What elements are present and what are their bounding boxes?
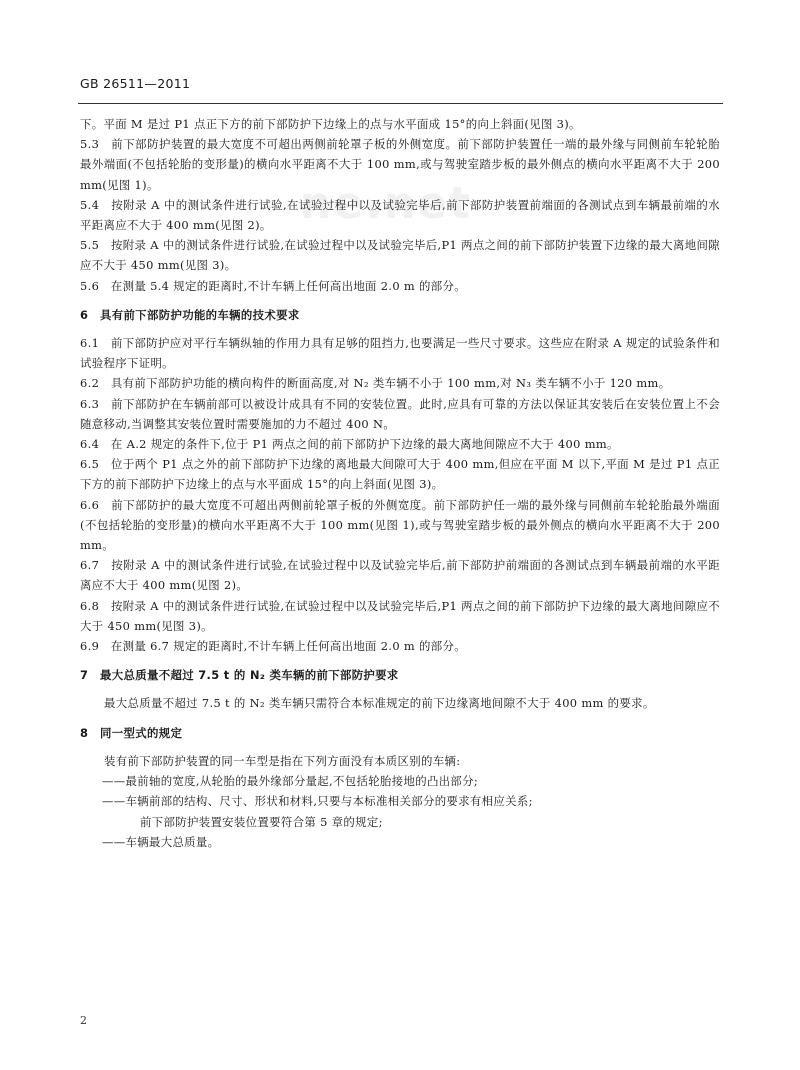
list-item: ——车辆最大总质量。: [102, 834, 220, 849]
paragraph-6-4: 6.4 在 A.2 规定的条件下,位于 P1 两点之间的前下部防护下边缘的最大离地间隙应不大于 400 mm。: [80, 437, 619, 452]
paragraph-8-intro: 装有前下部防护装置的同一车型是指在下列方面没有本质区别的车辆:: [104, 753, 461, 768]
section-7-heading: 7 最大总质量不超过 7.5 t 的 N₂ 类车辆的前下部防护要求: [80, 668, 399, 683]
paragraph-6-5: 6.5 位于两个 P1 点之外的前下部防护下边缘的离地最大间隙可大于 400 mm,但应在平面 M 以下,平面 M 是过 P1 点正下方的前下部防护下边缘上的点与水平面成 15°的向上斜面(见图 3)。: [80, 457, 720, 492]
header-rule: [78, 103, 723, 104]
paragraph-6-2: 6.2 具有前下部防护功能的横向构件的断面高度,对 N₂ 类车辆不小于 100 mm,对 N₃ 类车辆不小于 120 mm。: [80, 376, 671, 391]
document-body: [80, 114, 720, 852]
paragraph-7: 最大总质量不超过 7.5 t 的 N₂ 类车辆只需符合本标准规定的前下边缘离地间隙不大于 400 mm 的要求。: [104, 696, 655, 711]
standard-code-header: GB 26511—2011: [80, 76, 191, 91]
paragraph-6-3: 6.3 前下部防护在车辆前部可以被设计成具有不同的安装位置。此时,应具有可靠的方法以保证其安装后在安装位置上不会随意移动,当调整其安装位置时需要施加的力不超过 400 N。: [80, 396, 720, 431]
paragraph-5-6: 5.6 在测量 5.4 规定的距离时,不计车辆上任何高出地面 2.0 m 的部分。: [80, 278, 466, 293]
list-item: ——车辆前部的结构、尺寸、形状和材料,只要与本标准相关部分的要求有相应关系;: [102, 794, 533, 809]
paragraph-5-2-continued: 下。平面 M 是过 P1 点正下方的前下部防护下边缘上的点与水平面成 15°的向上斜面(见图 3)。: [80, 117, 581, 131]
page-number: 2: [80, 1014, 87, 1027]
section-6-heading: 6 具有前下部防护功能的车辆的技术要求: [80, 307, 300, 322]
watermark: ne.net: [300, 178, 473, 229]
paragraph-5-3: 5.3 前下部防护装置的最大宽度不可超出两侧前轮罩子板的外侧宽度。前下部防护装置任一端的最外缘与同侧前车轮轮胎最外端面(不包括轮胎的变形量)的横向水平距离不大于 100 mm,或与驾驶室踏步板的最外侧点的横向水平距离不大于 200 mm(见图 1)。: [80, 137, 720, 192]
paragraph-6-7: 6.7 按附录 A 中的测试条件进行试验,在试验过程中以及试验完毕后,前下部防护前端面的各测试点到车辆最前端的水平距离应不大于 400 mm(见图 2)。: [80, 558, 720, 593]
paragraph-6-1: 6.1 前下部防护应对平行车辆纵轴的作用力具有足够的阻挡力,也要满足一些尺寸要求。这些应在附录 A 规定的试验条件和试验程序下证明。: [80, 336, 720, 371]
paragraph-5-5: 5.5 按附录 A 中的测试条件进行试验,在试验过程中以及试验完毕后,P1 两点之间的前下部防护装置下边缘的最大离地间隙应不大于 450 mm(见图 3)。: [80, 238, 720, 273]
paragraph-6-9: 6.9 在测量 6.7 规定的距离时,不计车辆上任何高出地面 2.0 m 的部分。: [80, 639, 466, 654]
list-item: ——最前轴的宽度,从轮胎的最外缘部分量起,不包括轮胎接地的凸出部分;: [102, 774, 479, 789]
paragraph-6-6: 6.6 前下部防护的最大宽度不可超出两侧前轮罩子板的外侧宽度。前下部防护任一端的最外缘与同侧前车轮轮胎最外端面(不包括轮胎的变形量)的横向水平距离不大于 100 mm(见图 1),或与驾驶室踏步板的最外侧点的横向水平距离不大于 200 mm。: [80, 497, 720, 553]
section-8-heading: 8 同一型式的规定: [80, 725, 183, 740]
paragraph-5-4: 5.4 按附录 A 中的测试条件进行试验,在试验过程中以及试验完毕后,前下部防护装置前端面的各测试点到车辆最前端的水平距离应不大于 400 mm(见图 2)。: [80, 197, 720, 233]
paragraph-6-8: 6.8 按附录 A 中的测试条件进行试验,在试验过程中以及试验完毕后,P1 两点之间的前下部防护下边缘的最大离地间隙应不大于 450 mm(见图 3)。: [80, 598, 720, 633]
list-item-continuation: 前下部防护装置安装位置要符合第 5 章的规定;: [140, 814, 383, 829]
